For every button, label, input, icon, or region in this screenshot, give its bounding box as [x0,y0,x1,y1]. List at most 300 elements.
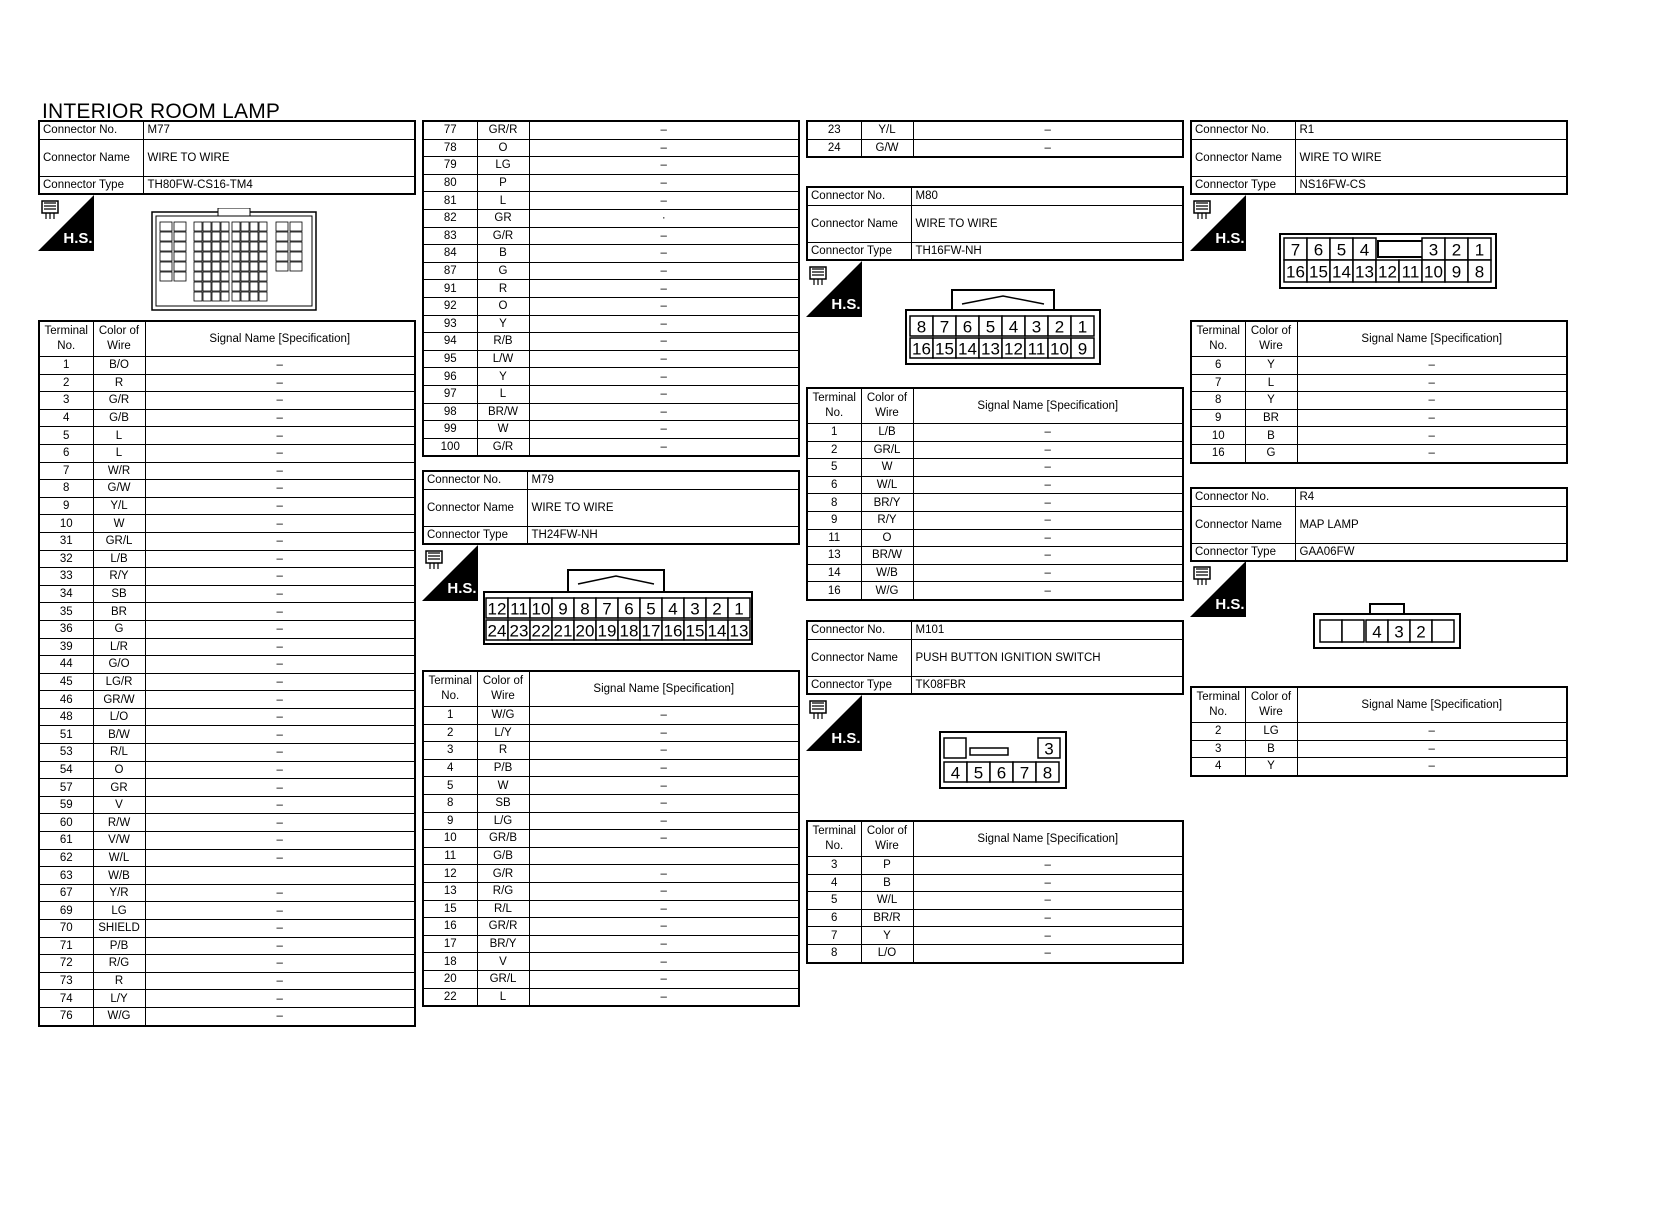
terminal-no-cell: 4 [807,874,861,892]
wire-color-cell: BR [1245,409,1297,427]
wire-color-cell: GR/L [861,441,913,459]
wire-color-cell: G [93,620,145,638]
signal-name-cell: – [529,900,799,918]
signal-name-cell: – [145,357,415,375]
table-row [807,927,1183,945]
table-row [423,865,799,883]
signal-name-cell: – [1297,357,1567,375]
pin-number: 7 [1290,240,1301,260]
table-row [807,892,1183,910]
table-row [423,280,799,298]
terminal-no-cell: 17 [423,935,477,953]
table-row [423,812,799,830]
signal-name-cell: – [145,708,415,726]
terminal-no-cell: 1 [423,707,477,725]
table-row [39,462,415,480]
wire-color-cell: G [477,262,529,280]
table-row [423,297,799,315]
table-row [39,972,415,990]
terminal-no-cell: 10 [423,830,477,848]
wire-color-cell: W [477,421,529,439]
wire-color-cell: L [477,988,529,1006]
terminal-no-cell: 24 [807,139,861,157]
pin-number: 4 [1359,240,1370,260]
wire-color-cell: R [477,280,529,298]
terminal-no-cell: 70 [39,920,93,938]
wire-color-cell: SB [93,585,145,603]
wire-color-cell: G/R [477,865,529,883]
terminal-no-cell: 39 [39,638,93,656]
terminal-no-cell: 9 [807,511,861,529]
m79-connector-type: TH24FW-NH [527,526,799,544]
signal-name-header: Signal Name [Specification] [145,321,415,357]
signal-name-cell: – [529,280,799,298]
table-row [807,424,1183,442]
signal-name-cell: – [529,918,799,936]
signal-name-cell: – [1297,374,1567,392]
color-of-wire-header: Color of Wire [1245,687,1297,723]
signal-name-cell: – [145,638,415,656]
pin-number: 2 [1054,317,1065,337]
pin-number: 3 [1044,739,1054,759]
signal-name-cell: – [145,550,415,568]
wire-color-cell: SB [477,794,529,812]
signal-name-cell: – [913,121,1183,139]
signal-name-cell: – [913,441,1183,459]
table-row [423,830,799,848]
hs-label: H.S. [63,230,93,247]
label-connector-type: Connector Type [1191,176,1295,194]
wire-color-cell: GR/B [477,830,529,848]
signal-name-cell: – [913,857,1183,875]
terminal-no-cell: 83 [423,227,477,245]
terminal-no-cell: 6 [807,476,861,494]
pin-number: 16 [912,339,931,359]
label-connector-no: Connector No. [1191,121,1295,139]
signal-name-cell: – [145,620,415,638]
wire-color-cell: R/G [477,882,529,900]
pin-number: 5 [646,599,656,619]
hs-icon [806,695,862,751]
table-row [423,227,799,245]
terminal-no-cell: 8 [1191,392,1245,410]
wire-color-cell: R [477,742,529,760]
terminal-no-cell: 8 [807,944,861,962]
wire-color-cell: B [861,874,913,892]
table-row [423,403,799,421]
wire-color-cell: R/L [477,900,529,918]
hs-icon [38,195,94,251]
pin-number: 24 [487,621,507,641]
signal-name-cell [529,847,799,865]
table-row [423,742,799,760]
table-row [807,909,1183,927]
terminal-no-cell: 13 [423,882,477,900]
pin-number: 6 [962,317,973,337]
terminal-no-cell: 100 [423,438,477,456]
m79-connector-name: WIRE TO WIRE [527,489,799,526]
terminal-no-cell: 32 [39,550,93,568]
terminal-no-cell: 2 [39,374,93,392]
pin-number: 3 [690,599,700,619]
signal-name-cell: – [145,392,415,410]
label-connector-name: Connector Name [423,489,527,526]
signal-name-cell: – [145,990,415,1008]
wire-color-cell: R/W [93,814,145,832]
pin-number: 7 [602,599,612,619]
terminal-no-cell: 1 [807,424,861,442]
pin-number: 1 [1474,240,1485,260]
hs-label: H.S. [1215,596,1245,613]
table-row [39,955,415,973]
r1-connector-type: NS16FW-CS [1295,176,1567,194]
table-row [423,333,799,351]
pin-number: 17 [641,621,661,641]
table-row [39,884,415,902]
signal-name-cell: – [529,935,799,953]
pin-number: 9 [1077,339,1088,359]
pin-number: 10 [1424,262,1443,282]
terminal-no-cell: 5 [807,459,861,477]
signal-name-cell: – [145,744,415,762]
table-row [1191,357,1567,375]
wire-color-cell: L [1245,374,1297,392]
table-row [39,550,415,568]
label-connector-no: Connector No. [1191,488,1295,506]
wire-color-cell: BR/W [861,547,913,565]
signal-name-cell: – [913,529,1183,547]
terminal-no-cell: 91 [423,280,477,298]
signal-name-cell: – [145,515,415,533]
signal-name-cell: – [145,814,415,832]
table-row [423,315,799,333]
table-row [39,357,415,375]
m101-connector-type: TK08FBR [911,676,1183,694]
wire-color-cell: P/B [477,759,529,777]
table-row [807,874,1183,892]
m79-terminal-table [422,670,800,1007]
hs-icon [1190,195,1246,251]
pin-number: 12 [1004,339,1023,359]
table-row [423,385,799,403]
terminal-no-cell: 15 [423,900,477,918]
terminal-no-cell: 99 [423,421,477,439]
signal-name-cell: – [529,368,799,386]
terminal-no-cell: 92 [423,297,477,315]
table-row [39,532,415,550]
wire-color-cell: R/B [477,333,529,351]
terminal-no-cell: 2 [807,441,861,459]
wire-color-cell: BR [93,603,145,621]
wire-color-cell: V [477,953,529,971]
table-row [423,918,799,936]
label-connector-type: Connector Type [39,176,143,194]
m101-connector-no: M101 [911,621,1183,639]
pin-number: 10 [531,599,551,619]
color-of-wire-header: Color of Wire [861,388,913,424]
table-row [807,441,1183,459]
terminal-no-cell: 7 [807,927,861,945]
wire-color-cell: R/L [93,744,145,762]
label-connector-name: Connector Name [39,139,143,176]
signal-name-cell: – [145,920,415,938]
table-row [423,970,799,988]
r4-connector-name: MAP LAMP [1295,506,1567,543]
m80-connector-no: M80 [911,187,1183,205]
signal-name-cell: – [1297,444,1567,462]
pin-number: 12 [487,599,507,619]
m77-connector-no: M77 [143,121,415,139]
pin-number: 6 [1313,240,1324,260]
pin-number: 6 [624,599,634,619]
pin-number: 6 [996,763,1007,783]
table-row [423,777,799,795]
table-row [807,511,1183,529]
signal-name-cell: – [145,374,415,392]
table-row [423,421,799,439]
signal-name-cell: – [529,724,799,742]
terminal-no-cell: 8 [807,494,861,512]
wire-color-cell: BR/Y [477,935,529,953]
signal-name-cell: – [145,902,415,920]
terminal-no-cell: 80 [423,174,477,192]
table-row [423,935,799,953]
signal-name-cell: – [529,970,799,988]
pin-number: 16 [663,621,683,641]
table-row [807,857,1183,875]
color-of-wire-header: Color of Wire [861,821,913,857]
pin-number: 8 [1474,262,1485,282]
wire-color-cell: O [477,297,529,315]
table-row [423,368,799,386]
table-row [423,794,799,812]
pin-number: 10 [1050,339,1069,359]
pin-number: 21 [553,621,573,641]
signal-name-cell: – [145,796,415,814]
table-row [423,174,799,192]
table-row [807,582,1183,600]
r1-connector-name: WIRE TO WIRE [1295,139,1567,176]
signal-name-cell: – [529,794,799,812]
wire-color-cell: W/B [861,564,913,582]
wire-color-cell: W/G [477,707,529,725]
wire-color-cell: B [477,245,529,263]
pin-number: 4 [950,763,961,783]
signal-name-cell: – [1297,392,1567,410]
table-row [423,882,799,900]
signal-name-header: Signal Name [Specification] [529,671,799,707]
terminal-no-header: Terminal No. [1191,321,1245,357]
pin-number: 8 [580,599,590,619]
signal-name-cell: – [1297,427,1567,445]
pin-number: 2 [712,599,722,619]
wire-color-cell: G/W [93,480,145,498]
table-row [423,192,799,210]
terminal-no-cell: 51 [39,726,93,744]
m80-connector-type: TH16FW-NH [911,242,1183,260]
signal-name-cell: – [529,707,799,725]
terminal-no-cell: 7 [39,462,93,480]
pin-number: 14 [707,621,727,641]
signal-name-header: Signal Name [Specification] [1297,687,1567,723]
hs-icon [1190,561,1246,617]
terminal-no-cell: 69 [39,902,93,920]
pin-number: 5 [985,317,996,337]
terminal-no-cell: 7 [1191,374,1245,392]
m80-terminal-table [806,387,1184,601]
pin-number: 15 [685,621,705,641]
terminal-no-cell: 8 [423,794,477,812]
signal-name-cell: – [145,761,415,779]
table-row [1191,409,1567,427]
wire-color-cell: B [1245,740,1297,758]
wire-color-cell: R [93,374,145,392]
terminal-no-cell: 33 [39,568,93,586]
pin-number: 5 [973,763,984,783]
wire-color-cell: G/R [477,438,529,456]
wire-color-cell: Y/L [93,497,145,515]
terminal-no-cell: 2 [423,724,477,742]
table-row [39,392,415,410]
wire-color-cell: G/W [861,139,913,157]
signal-name-cell: – [145,497,415,515]
terminal-no-cell: 95 [423,350,477,368]
terminal-no-cell: 44 [39,656,93,674]
signal-name-cell: – [529,192,799,210]
terminal-no-cell: 36 [39,620,93,638]
wire-color-cell: W/G [861,582,913,600]
wire-color-cell: LG [477,157,529,175]
table-row [1191,374,1567,392]
signal-name-cell: – [913,139,1183,157]
wire-color-cell: B/O [93,357,145,375]
signal-name-cell: – [145,849,415,867]
hs-label: H.S. [831,730,861,747]
table-row [39,832,415,850]
color-of-wire-header: Color of Wire [1245,321,1297,357]
table-row [39,427,415,445]
wire-color-cell: GR/W [93,691,145,709]
table-row [423,707,799,725]
terminal-no-cell: 67 [39,884,93,902]
wire-color-cell: GR/L [93,532,145,550]
signal-name-cell: – [145,1007,415,1025]
signal-name-cell: – [529,121,799,139]
signal-name-cell: – [529,315,799,333]
table-row [1191,444,1567,462]
terminal-no-header: Terminal No. [807,821,861,857]
wire-color-cell: L [477,192,529,210]
wire-color-cell: P/B [93,937,145,955]
wire-color-cell: Y [861,927,913,945]
pin-number: 8 [1042,763,1053,783]
terminal-no-cell: 4 [1191,758,1245,776]
table-row [423,438,799,456]
signal-name-header: Signal Name [Specification] [913,388,1183,424]
pin-number: 7 [1019,763,1030,783]
signal-name-cell: – [145,585,415,603]
pin-number: 16 [1286,262,1305,282]
table-row [39,638,415,656]
table-row [807,944,1183,962]
signal-name-cell: – [145,532,415,550]
terminal-no-cell: 87 [423,262,477,280]
signal-name-cell: – [529,988,799,1006]
signal-name-cell: · [529,209,799,227]
wire-color-cell: O [861,529,913,547]
m79-connector-no: M79 [527,471,799,489]
signal-name-cell: – [145,444,415,462]
table-row [807,564,1183,582]
table-row [39,779,415,797]
table-row [39,691,415,709]
signal-name-cell: – [145,603,415,621]
wire-color-cell: L/R [93,638,145,656]
pin-number: 11 [510,599,528,619]
wire-color-cell: GR/R [477,918,529,936]
table-row [39,814,415,832]
wire-color-cell: O [93,761,145,779]
signal-name-cell: – [529,403,799,421]
color-of-wire-header: Color of Wire [477,671,529,707]
terminal-no-cell: 5 [423,777,477,795]
wire-color-cell: BR/W [477,403,529,421]
terminal-no-cell: 16 [423,918,477,936]
table-row [39,990,415,1008]
signal-name-header: Signal Name [Specification] [913,821,1183,857]
wire-color-cell: L/G [477,812,529,830]
hs-label: H.S. [831,296,861,313]
terminal-no-cell: 11 [423,847,477,865]
signal-name-cell: – [145,937,415,955]
wire-color-cell: L [93,444,145,462]
signal-name-cell: – [913,564,1183,582]
terminal-no-header: Terminal No. [39,321,93,357]
signal-name-cell: – [529,742,799,760]
r1-connector-no: R1 [1295,121,1567,139]
table-row [39,744,415,762]
wire-color-cell: L/W [477,350,529,368]
terminal-no-cell: 4 [423,759,477,777]
signal-name-header: Signal Name [Specification] [1297,321,1567,357]
table-row [423,350,799,368]
pin-number: 20 [575,621,595,641]
terminal-no-cell: 96 [423,368,477,386]
terminal-no-cell: 48 [39,708,93,726]
pin-number: 3 [1394,622,1404,642]
signal-name-cell: – [529,882,799,900]
terminal-no-cell: 9 [1191,409,1245,427]
table-row [423,157,799,175]
signal-name-cell: – [145,427,415,445]
wire-color-cell: G/R [93,392,145,410]
terminal-no-cell: 63 [39,867,93,885]
pin-number: 14 [958,339,977,359]
pin-number: 5 [1336,240,1347,260]
terminal-no-cell: 2 [1191,723,1245,741]
table-row [39,849,415,867]
wire-color-cell: B/W [93,726,145,744]
terminal-no-cell: 13 [807,547,861,565]
terminal-no-cell: 14 [807,564,861,582]
signal-name-cell: – [913,944,1183,962]
terminal-no-cell: 6 [39,444,93,462]
signal-name-cell: – [145,656,415,674]
wire-color-cell: L/B [861,424,913,442]
connector-m79-header [422,470,800,545]
terminal-no-cell: 9 [423,812,477,830]
terminal-no-cell: 10 [1191,427,1245,445]
